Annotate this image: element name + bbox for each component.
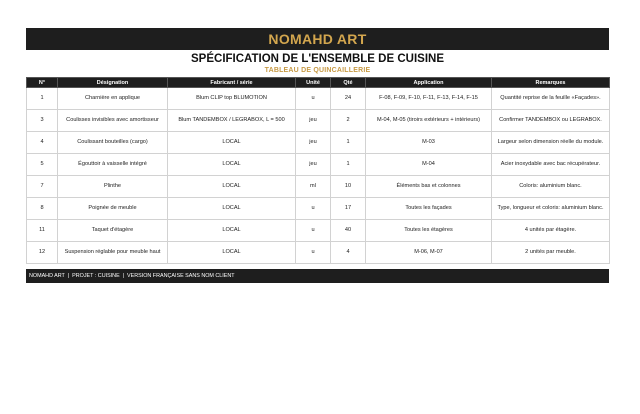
column-header: Désignation xyxy=(58,78,168,88)
cell-unit: u xyxy=(296,242,331,264)
brand-header xyxy=(26,28,609,50)
spec-sheet xyxy=(26,28,609,264)
cell-remarks: Confirmer TANDEMBOX ou LEGRABOX. xyxy=(492,110,610,132)
cell-application: Éléments bas et colonnes xyxy=(366,176,492,198)
cell-manufacturer: LOCAL xyxy=(168,242,296,264)
brand-name: NOMAHD ART xyxy=(268,31,367,47)
cell-number: 5 xyxy=(27,154,58,176)
cell-quantity: 17 xyxy=(331,198,366,220)
cell-remarks: Coloris: aluminium blanc. xyxy=(492,176,610,198)
cell-quantity: 1 xyxy=(331,132,366,154)
cell-manufacturer: LOCAL xyxy=(168,176,296,198)
cell-manufacturer: LOCAL xyxy=(168,154,296,176)
cell-manufacturer: Blum TANDEMBOX / LEGRABOX, L = 500 xyxy=(168,110,296,132)
column-header: Unité xyxy=(296,78,331,88)
cell-number: 7 xyxy=(27,176,58,198)
cell-quantity: 1 xyxy=(331,154,366,176)
table-row xyxy=(27,220,610,242)
cell-application: Toutes les façades xyxy=(366,198,492,220)
cell-remarks: 4 unités par étagère. xyxy=(492,220,610,242)
cell-application: M-03 xyxy=(366,132,492,154)
table-row xyxy=(27,132,610,154)
document-title: SPÉCIFICATION DE L'ENSEMBLE DE CUISINE xyxy=(191,53,444,65)
table-row xyxy=(27,110,610,132)
cell-quantity: 2 xyxy=(331,110,366,132)
table-row xyxy=(27,198,610,220)
hardware-table xyxy=(26,77,610,264)
cell-unit: u xyxy=(296,198,331,220)
cell-manufacturer: Blum CLIP top BLUMOTION xyxy=(168,88,296,110)
column-header: Remarques xyxy=(492,78,610,88)
cell-unit: jeu xyxy=(296,154,331,176)
cell-remarks: Largeur selon dimension réelle du module. xyxy=(492,132,610,154)
cell-number: 3 xyxy=(27,110,58,132)
cell-number: 8 xyxy=(27,198,58,220)
cell-application: F-08, F-09, F-10, F-11, F-13, F-14, F-15 xyxy=(366,88,492,110)
table-row xyxy=(27,176,610,198)
table-row xyxy=(27,88,610,110)
cell-unit: u xyxy=(296,220,331,242)
cell-designation: Taquet d'étagère xyxy=(58,220,168,242)
cell-designation: Poignée de meuble xyxy=(58,198,168,220)
cell-number: 1 xyxy=(27,88,58,110)
table-header-row xyxy=(27,78,610,88)
cell-designation: Coulisses invisibles avec amortisseur xyxy=(58,110,168,132)
document-footer xyxy=(26,269,609,283)
cell-designation: Coulissant bouteilles (cargo) xyxy=(58,132,168,154)
column-header: Fabricant / série xyxy=(168,78,296,88)
cell-application: M-04 xyxy=(366,154,492,176)
cell-application: M-06, M-07 xyxy=(366,242,492,264)
cell-designation: Égouttoir à vaisselle intégré xyxy=(58,154,168,176)
cell-quantity: 40 xyxy=(331,220,366,242)
cell-manufacturer: LOCAL xyxy=(168,220,296,242)
cell-quantity: 10 xyxy=(331,176,366,198)
cell-designation: Plinthe xyxy=(58,176,168,198)
cell-application: Toutes les étagères xyxy=(366,220,492,242)
cell-manufacturer: LOCAL xyxy=(168,132,296,154)
cell-quantity: 24 xyxy=(331,88,366,110)
cell-unit: ml xyxy=(296,176,331,198)
cell-quantity: 4 xyxy=(331,242,366,264)
table-row xyxy=(27,154,610,176)
column-header: N° xyxy=(27,78,58,88)
column-header: Application xyxy=(366,78,492,88)
cell-remarks: 2 unités par meuble. xyxy=(492,242,610,264)
cell-number: 11 xyxy=(27,220,58,242)
cell-remarks: Quantité reprise de la feuille «Façades». xyxy=(492,88,610,110)
cell-unit: u xyxy=(296,88,331,110)
footer-text: NOMAHD ART | PROJET : CUISINE | VERSION FRANÇAISE SANS NOM CLIENT xyxy=(29,273,235,279)
column-header: Qté xyxy=(331,78,366,88)
cell-designation: Charnière en applique xyxy=(58,88,168,110)
cell-unit: jeu xyxy=(296,132,331,154)
cell-application: M-04, M-05 (tiroirs extérieurs + intérieurs) xyxy=(366,110,492,132)
table-row xyxy=(27,242,610,264)
cell-manufacturer: LOCAL xyxy=(168,198,296,220)
cell-number: 4 xyxy=(27,132,58,154)
cell-designation: Suspension réglable pour meuble haut xyxy=(58,242,168,264)
document-subtitle: TABLEAU DE QUINCAILLERIE xyxy=(264,67,371,74)
cell-remarks: Acier inoxydable avec bac récupérateur. xyxy=(492,154,610,176)
cell-remarks: Type, longueur et coloris: aluminium blanc. xyxy=(492,198,610,220)
cell-unit: jeu xyxy=(296,110,331,132)
cell-number: 12 xyxy=(27,242,58,264)
